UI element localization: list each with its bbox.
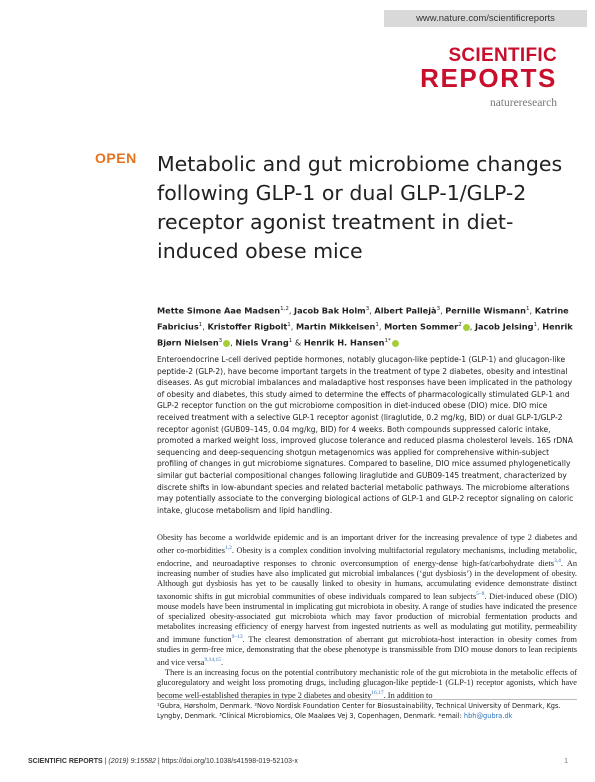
citation-ref[interactable]: 16,17 — [371, 690, 384, 697]
author-name: Morten Sommer — [384, 321, 459, 332]
author-affiliation-marker: 1 — [375, 322, 379, 329]
article-title: Metabolic and gut microbiome changes following GLP-1 or dual GLP-1/GLP-2 receptor agonist treatment in diet-induced obese mice — [157, 152, 563, 263]
page-footer — [28, 758, 568, 765]
author-name: Katrine Fabricius — [157, 305, 569, 332]
corresponding-email-link[interactable]: hbh@gubra.dk — [463, 711, 513, 720]
citation-ref[interactable]: 1,2 — [224, 545, 232, 552]
page-number: 1 — [564, 758, 568, 765]
author-name: Jacob Jelsing — [474, 321, 534, 332]
citation-ref[interactable]: 3,4 — [554, 557, 561, 564]
author-list — [157, 302, 577, 351]
open-access-label: OPEN — [95, 150, 137, 166]
author-name: Henrik H. Hansen — [303, 338, 385, 349]
affiliation-divider — [157, 699, 577, 700]
logo-line-scientific: SCIENTIFIC — [448, 45, 557, 66]
author-affiliation-marker: 1 — [287, 322, 291, 329]
author-separator: , — [230, 338, 236, 349]
author-affiliation-marker: 3 — [436, 306, 441, 312]
intro-paragraph-2 — [157, 668, 577, 701]
intro-paragraph-1 — [157, 533, 577, 668]
text-run: . An increasing number of studies have also implicated gut microbial imbalances (‘gut dysbiosis’) in the development of obesity. Although gut dysbiosis has yet to be causally linked to obesity in humans, accumulating evidence demonstrate distinct taxonomic shifts in gut microbial communities of obese individuals compared to lean subjects — [157, 558, 577, 601]
publisher-name: natureresearch — [489, 97, 557, 109]
author-affiliation-marker: 1,2 — [280, 306, 289, 312]
footer-journal: SCIENTIFIC REPORTS — [28, 758, 103, 765]
author-separator: , — [288, 305, 295, 316]
author-separator: , — [290, 321, 297, 332]
author-affiliation-marker: 2 — [458, 322, 462, 329]
author-name: Jacob Bak Holm — [294, 305, 366, 316]
author-affiliation-marker: 1 — [533, 322, 537, 329]
text-run: . In addition to — [383, 690, 433, 700]
author-name: Kristoffer Rigbolt — [207, 321, 288, 332]
abstract: Enteroendocrine L-cell derived peptide hormones, notably glucagon-like peptide-1 (GLP-1) and glucagon-like peptide-2 (GLP-2), have become important targets in the treatment of type 2 diabetes, obesity and intestinal diseases. As gut microbial imbalances and maladaptive host responses have been implicated in the pathology of obesity and diabetes, this study aimed to determine the effects of pharmacologically stimulated GLP-1 and GLP-2 receptor function on the gut microbiome composition in diet-induced obese (DIO) mice. DIO mice received treatment with a selective GLP-1 receptor agonist (liraglutide, 0.2 mg/kg, BID) or dual GLP-1/GLP-2 receptor agonist (GUB09–145, 0.04 mg/kg, BID) for 4 weeks. Both compounds suppressed caloric intake, promoted a marked weight loss, improved glucose tolerance and reduced plasma cholesterol levels. 16S rDNA sequencing and deep-sequencing shotgun metagenomics was applied for comprehensive within-subject profiling of changes in gut microbiome signatures. Compared to baseline, DIO mice assumed phylogenetically similar gut bacterial compositional changes following liraglutide and GUB09-145 treatment, characterized by discrete shifts in low-abundant species and related bacterial metabolic pathways. The microbiome alterations may potentially associate to the converging biological actions of GLP-1 and GLP-2 receptor signaling on caloric intake, glucose metabolism and lipid handling. — [157, 355, 574, 515]
author-affiliation-marker: 1* — [384, 338, 391, 345]
author-separator: , — [440, 305, 446, 316]
footer-citation: (2019) 9:15582 — [108, 758, 156, 765]
text-run: . Obesity is a complex condition involving multifactorial regulatory mechanisms, including metabolic, endocrine, and neuroadaptive responses to chronic overconsumption of energy-dense high-fat/carbohydrate diets — [157, 545, 577, 568]
author-separator: , — [537, 321, 543, 332]
journal-url[interactable]: www.nature.com/scientificreports — [384, 10, 587, 27]
text-run: There is an increasing focus on the potential contributory mechanistic role of the gut microbiota in the metabolic effects of glucoregulatory and weight loss promoting drugs, including glucagon-like peptide-1 (GLP-1) receptor agonists, which have become well-established therapies in type 2 diabetes and obesity — [157, 667, 577, 700]
citation-ref[interactable]: 5–8 — [476, 591, 485, 597]
author-affiliation-marker: 3 — [218, 338, 223, 345]
author-name: Pernille Wismann — [445, 305, 526, 316]
author-separator: , — [202, 321, 208, 332]
author-name: Albert Pallejà — [374, 305, 437, 316]
text-run: . The clearest demonstration of aberrant gut microbiota-host interaction in obesity comes from studies in germ-free mice, demonstrating that the obese phenotype is transmissible from DIO mouse donors to lean recipients and vice versa — [157, 634, 577, 667]
author-separator: , — [369, 305, 375, 316]
author-name: Martin Mikkelsen — [296, 321, 376, 332]
introduction — [157, 533, 577, 701]
journal-logo — [420, 46, 557, 109]
author-separator: , — [378, 321, 385, 332]
logo-line-reports: REPORTS — [420, 63, 557, 93]
author-name: Henrik Bjørn Nielsen — [157, 321, 573, 349]
affiliation-text: ¹Gubra, Hørsholm, Denmark. ²Novo Nordisk Foundation Center for Biosustainability, Technical University of Denmark, Kgs. Lyngby, Denmark. ³Clinical Microbiomics, Ole Maaløes Vej 3, Copenhagen, Denmark. *email: — [157, 702, 561, 720]
citation-ref[interactable]: 9–13 — [231, 634, 243, 641]
footer-divider: | — [102, 758, 109, 765]
author-name: Niels Vrang — [235, 338, 289, 349]
text-run: Obesity has become a worldwide epidemic and is an important driver for the increasing prevalence of type 2 diabetes and other co-morbidities — [157, 533, 577, 555]
text-run: . — [220, 657, 224, 667]
footer-doi[interactable]: https://doi.org/10.1038/s41598-019-52103-x — [161, 758, 298, 765]
affiliations — [157, 702, 577, 721]
author-affiliation-marker: 3 — [365, 306, 370, 312]
orcid-icon[interactable] — [463, 324, 470, 331]
author-affiliation-marker: 1 — [525, 306, 530, 312]
footer-divider: | — [155, 758, 162, 765]
author-name: Mette Simone Aae Madsen — [157, 305, 281, 316]
citation-ref[interactable]: 9,14,15 — [204, 657, 221, 664]
text-run: . Diet-induced obese (DIO) mouse models have been instrumental in implicating gut microbiota in obesity. A range of studies have indicated the presence of specialized obesity-associated gut microbiota which may favor production of microbial fermentation products and metabolites increasing efficiency of energy harvest from ingested nutrients as well as modulating gut motility, permeability and immune function — [157, 591, 577, 644]
author-separator: , — [469, 321, 475, 332]
author-affiliation-marker: 1 — [288, 338, 293, 345]
orcid-icon[interactable] — [392, 340, 399, 347]
author-separator: , — [529, 305, 535, 316]
author-affiliation-marker: 1 — [198, 322, 203, 329]
author-separator: & — [292, 338, 304, 349]
